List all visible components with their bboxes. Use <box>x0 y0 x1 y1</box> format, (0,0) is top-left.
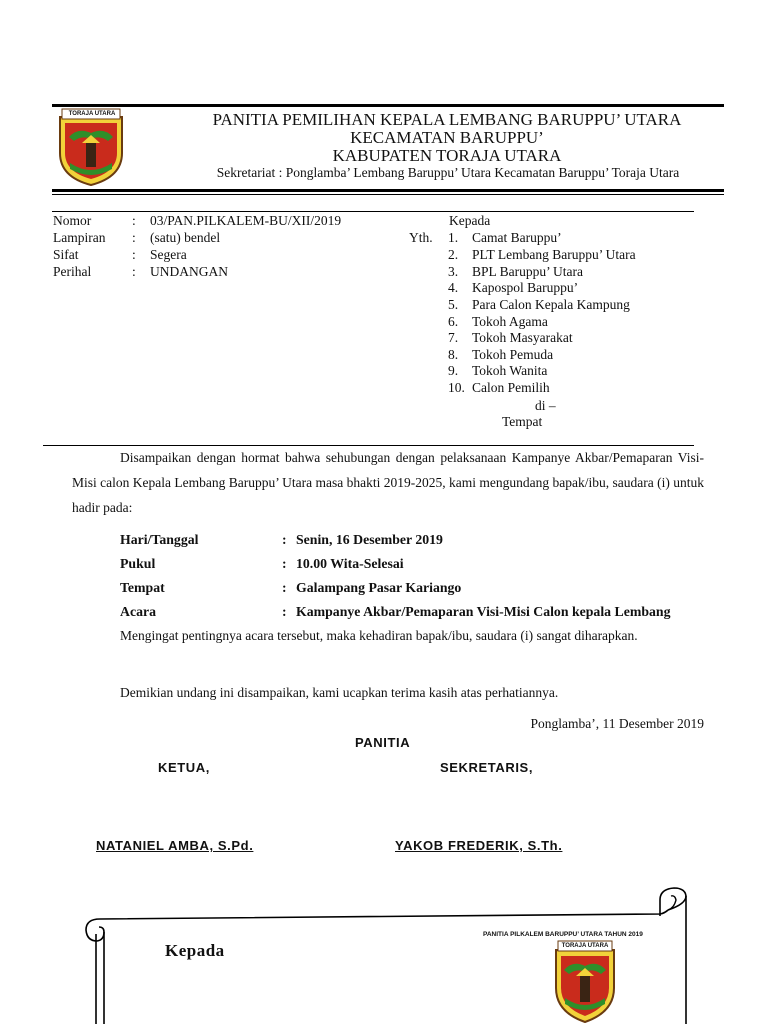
envelope-logo <box>552 938 618 1024</box>
place-date: Ponglamba’, 11 Desember 2019 <box>530 716 704 731</box>
recipient-number: 9. <box>448 363 459 378</box>
recipient-name: Camat Baruppu’ <box>472 230 562 245</box>
detail-tempat <box>120 579 462 597</box>
meta-colon: : <box>132 247 136 262</box>
meta-colon: : <box>132 213 136 228</box>
secretary-name: YAKOB FREDERIK, S.Th. <box>395 838 563 853</box>
detail-acara <box>120 603 671 621</box>
meta-value: 03/PAN.PILKALEM-BU/XII/2019 <box>150 213 342 228</box>
meta-colon: : <box>132 264 136 279</box>
detail-hari-tanggal <box>120 531 443 549</box>
detail-colon: : <box>282 580 287 595</box>
header-rule-top <box>52 104 724 107</box>
recipient-name: BPL Baruppu’ Utara <box>472 264 583 279</box>
intro-paragraph: Disampaikan dengan hormat bahwa sehubungan dengan pelaksanaan Kampanye Akbar/Pemaparan Visi-Misi calon Kepala Lembang Baruppu’ Utara masa bhakti 2019-2025, kami mengundang bapak/ibu, saudara (i) untuk hadir pada: <box>72 450 704 515</box>
meta-value: (satu) bendel <box>150 230 221 245</box>
recipient-tempat: Tempat <box>502 414 543 429</box>
recipient-number: 10. <box>448 380 465 395</box>
header-rule-bottom <box>52 189 724 192</box>
recipient-name: Calon Pemilih <box>472 380 550 395</box>
closing-paragraph: Demikian undang ini disampaikan, kami ucapkan terima kasih atas perhatiannya. <box>120 685 559 700</box>
detail-colon: : <box>282 556 287 571</box>
recipient-name: Tokoh Masyarakat <box>472 330 573 345</box>
meta-label: Sifat <box>53 247 79 262</box>
meta-label: Perihal <box>53 264 92 279</box>
recipient-name: Tokoh Pemuda <box>472 347 554 362</box>
recipient-name: Tokoh Wanita <box>472 363 548 378</box>
header-rule-thin <box>52 194 724 195</box>
letterhead-logo <box>56 107 126 187</box>
detail-label: Pukul <box>120 556 156 571</box>
recipient-number: 2. <box>448 247 459 262</box>
recipient-kepada: Kepada <box>449 213 491 228</box>
recipient-name: PLT Lembang Baruppu’ Utara <box>472 247 636 262</box>
detail-label: Acara <box>120 604 157 619</box>
detail-label: Hari/Tanggal <box>120 532 199 547</box>
recipient-yth: Yth. <box>409 230 433 245</box>
committee-heading: PANITIA <box>355 735 411 750</box>
envelope-committee-label: PANITIA PILKALEM BARUPPU’ UTARA TAHUN 2019 <box>483 931 643 938</box>
reminder-paragraph: Mengingat pentingnya acara tersebut, maka kehadiran bapak/ibu, saudara (i) sangat diharapkan. <box>120 628 638 643</box>
meta-colon: : <box>132 230 136 245</box>
meta-label: Lampiran <box>53 230 106 245</box>
letterhead-title-3: KABUPATEN TORAJA UTARA <box>332 146 562 165</box>
secretary-title: SEKRETARIS, <box>440 760 534 775</box>
letterhead-secretariat: Sekretariat : Ponglamba’ Lembang Baruppu’ Utara Kecamatan Baruppu’ Toraja Utara <box>216 165 680 180</box>
recipient-number: 7. <box>448 330 459 345</box>
meta-top-rule <box>52 211 694 212</box>
chair-title: KETUA, <box>158 760 210 775</box>
detail-value: Galampang Pasar Kariango <box>296 580 462 595</box>
chair-name: NATANIEL AMBA, S.Pd. <box>96 838 254 853</box>
recipient-name: Para Calon Kepala Kampung <box>472 297 630 312</box>
meta-value: UNDANGAN <box>150 264 228 279</box>
recipient-name: Kapospol Baruppu’ <box>472 280 579 295</box>
recipient-di: di – <box>535 398 556 413</box>
letterhead-title-2: KECAMATAN BARUPPU’ <box>350 128 544 147</box>
logo-caption: TORAJA UTARA <box>68 111 116 117</box>
envelope-logo-caption: TORAJA UTARA <box>561 943 609 949</box>
recipient-number: 4. <box>448 280 459 295</box>
meta-value: Segera <box>150 247 187 262</box>
letterhead-title-1: PANITIA PEMILIHAN KEPALA LEMBANG BARUPPU’ UTARA <box>212 110 682 129</box>
detail-colon: : <box>282 532 287 547</box>
envelope-kepada: Kepada <box>165 941 225 960</box>
recipient-number: 1. <box>448 230 459 245</box>
meta-label: Nomor <box>53 213 92 228</box>
recipient-number: 3. <box>448 264 459 279</box>
detail-colon: : <box>282 604 287 619</box>
recipient-number: 8. <box>448 347 459 362</box>
recipient-name: Tokoh Agama <box>472 314 548 329</box>
recipient-number: 6. <box>448 314 459 329</box>
detail-value: Kampanye Akbar/Pemaparan Visi-Misi Calon kepala Lembang <box>296 604 671 619</box>
recipient-number: 5. <box>448 297 459 312</box>
detail-pukul <box>120 555 404 573</box>
detail-value: 10.00 Wita-Selesai <box>296 556 404 571</box>
detail-label: Tempat <box>120 580 165 595</box>
detail-value: Senin, 16 Desember 2019 <box>296 532 443 547</box>
